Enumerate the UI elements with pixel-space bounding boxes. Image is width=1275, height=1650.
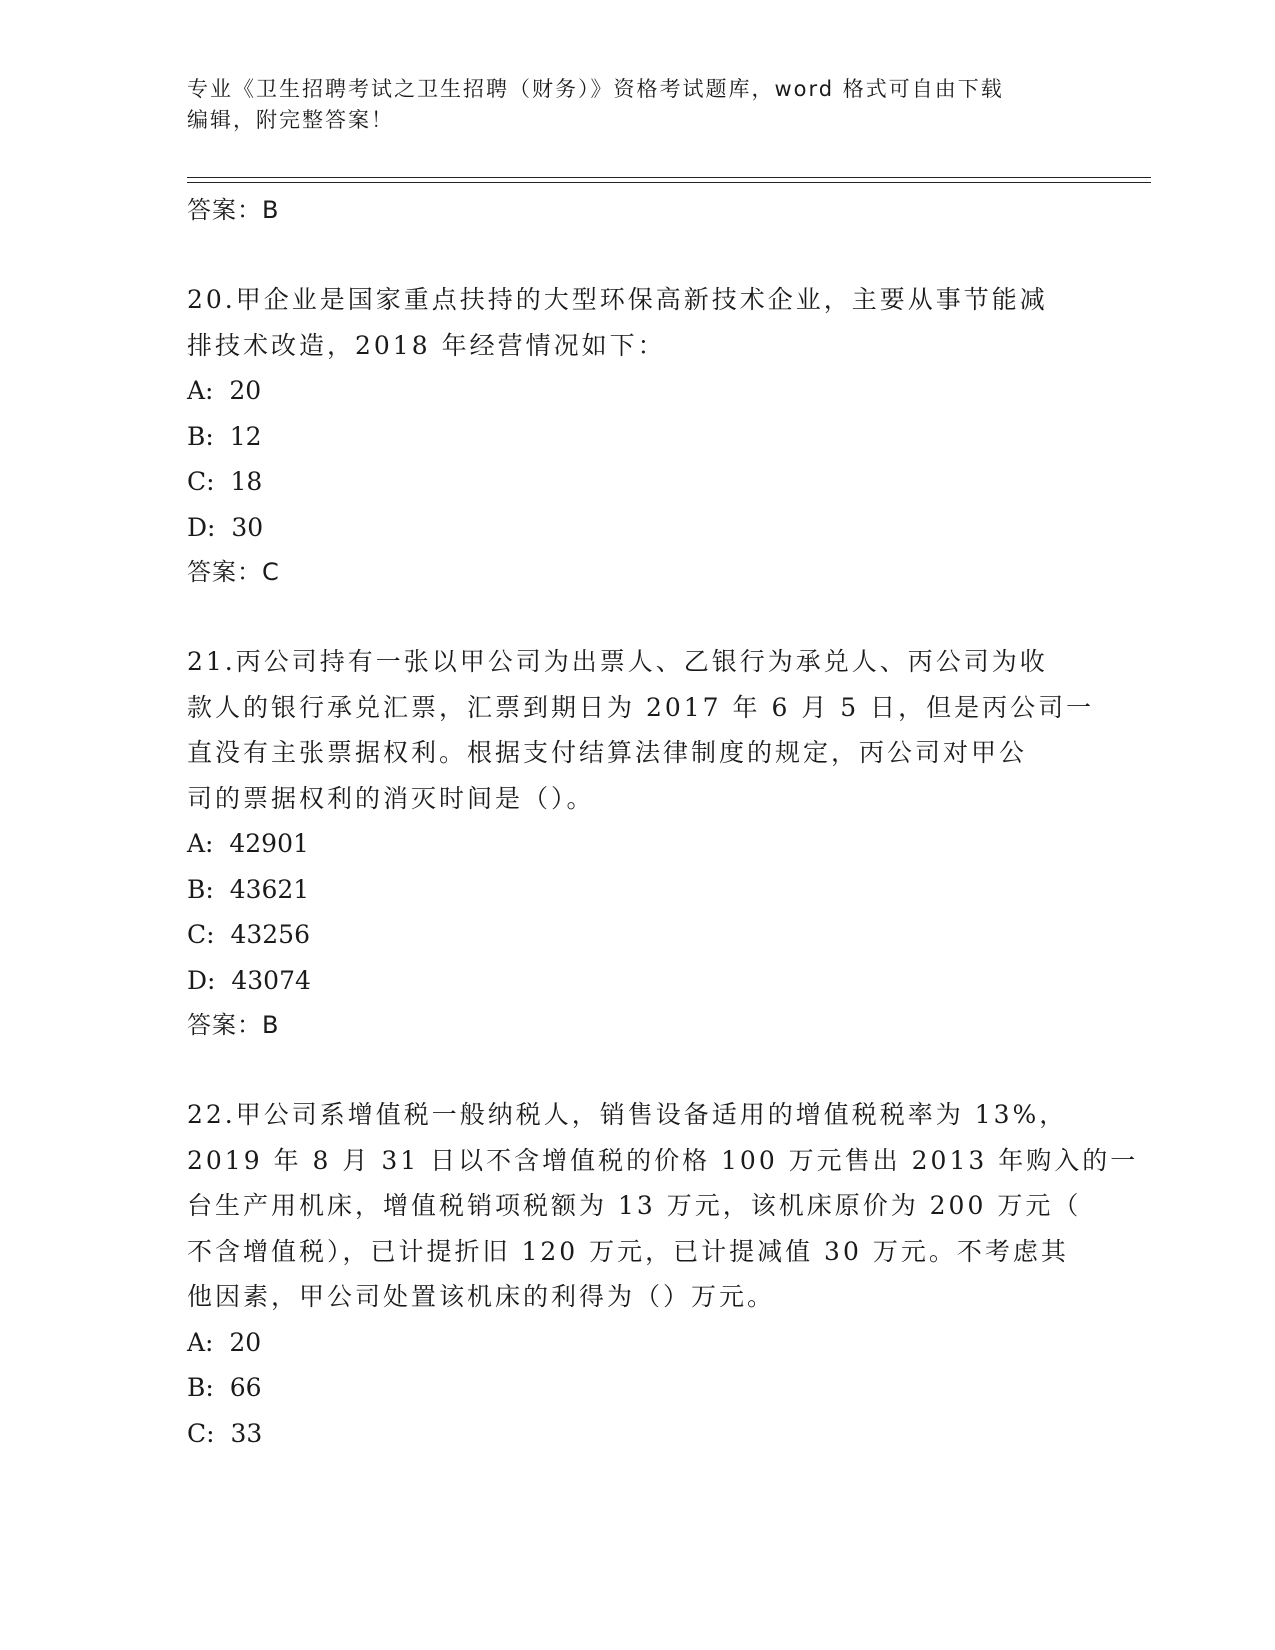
question-list [187,188,1139,1456]
option-c: C: 43256 [187,920,310,949]
stem-line: 台生产用机床，增值税销项税额为 13 万元，该机床原价为 200 万元（ [187,1191,1082,1220]
option-c: C: 18 [187,467,263,496]
header-line: 编辑，附完整答案！ [187,108,394,132]
answer: 答案：B [187,1011,280,1039]
stem-line: 款人的银行承兑汇票，汇票到期日为 2017 年 6 月 5 日，但是丙公司一 [187,692,1095,722]
header-divider [187,182,1151,183]
stem-line: 他因素，甲公司处置该机床的利得为（）万元。 [187,1282,776,1311]
question-22 [187,1092,1139,1456]
header-divider [187,177,1151,178]
option-d: D: 30 [187,512,264,542]
stem-line: 直没有主张票据权利。根据支付结算法律制度的规定，丙公司对甲公 [187,738,1028,767]
option-a: A: 20 [187,376,262,405]
question-21 [187,639,1095,1048]
stem-line: 22.甲公司系增值税一般纳税人，销售设备适用的增值税税率为 13%， [187,1100,1068,1129]
option-b: B: 12 [187,421,262,451]
option-b: B: 43621 [187,874,310,904]
option-d: D: 43074 [187,965,311,995]
stem-line: 20.甲企业是国家重点扶持的大型环保高新技术企业，主要从事节能减 [187,285,1048,314]
question-stem [187,1092,1139,1320]
stem-line: 排技术改造，2018 年经营情况如下： [187,330,666,360]
option-a: A: 42901 [187,829,309,858]
header-line: 专业《卫生招聘考试之卫生招聘（财务）》资格考试题库，word 格式可自由下载 [187,77,1004,101]
stem-line: 2019 年 8 月 31 日以不含增值税的价格 100 万元售出 2013 年购入的一 [187,1145,1139,1175]
question-stem [187,639,1095,821]
question-stem [187,277,1087,368]
option-c: C: 33 [187,1418,263,1448]
option-a: A: 20 [187,1327,262,1357]
stem-line: 司的票据权利的消灭时间是（）。 [187,783,595,813]
question-20 [187,277,1087,595]
previous-answer: 答案：B [187,196,280,224]
stem-line: 21.丙公司持有一张以甲公司为出票人、乙银行为承兑人、丙公司为收 [187,647,1048,676]
answer: 答案：C [187,558,280,586]
stem-line: 不含增值税），已计提折旧 120 万元，已计提减值 30 万元。不考虑其 [187,1236,1069,1266]
page-header [187,74,1087,136]
option-b: B: 66 [187,1373,262,1402]
